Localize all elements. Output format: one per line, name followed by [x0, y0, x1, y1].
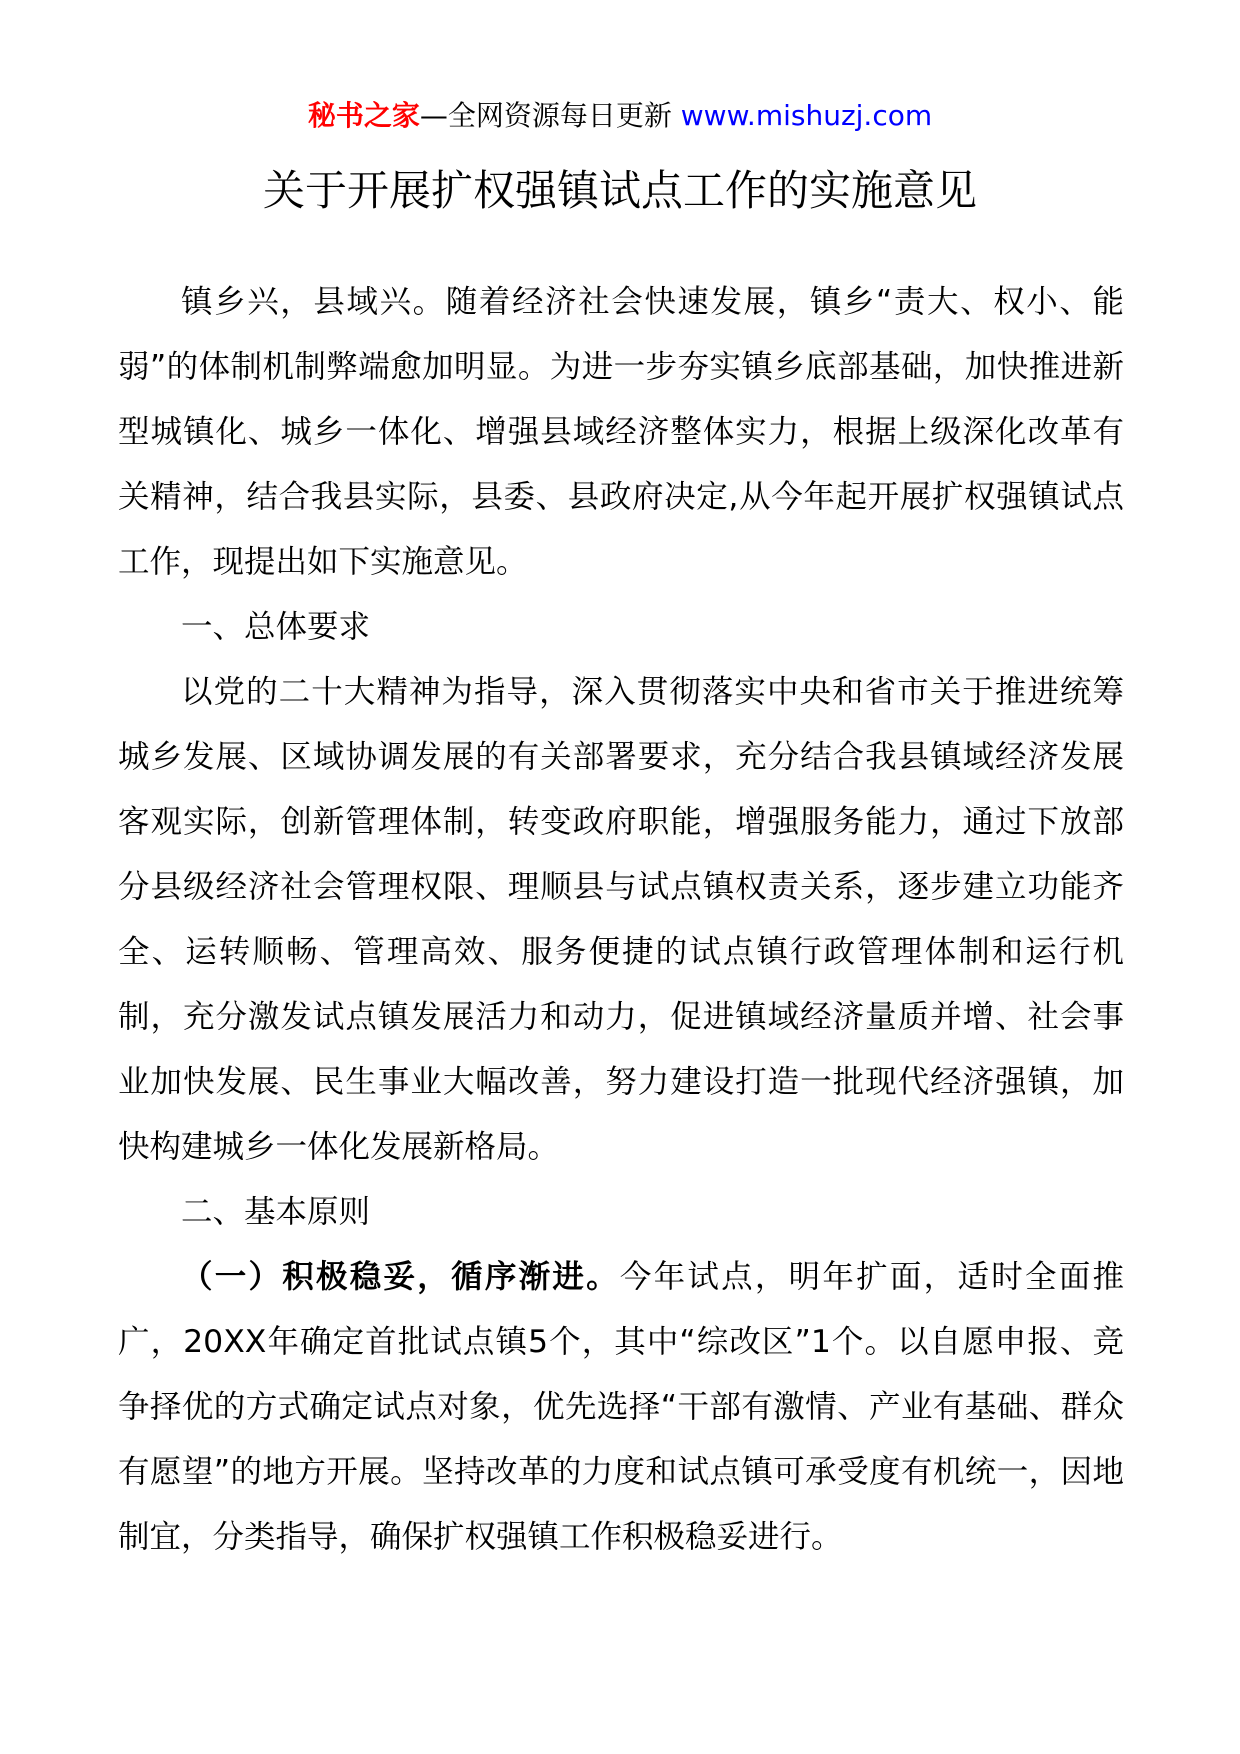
principle-one-text: 今年试点，明年扩面，适时全面推广，20XX年确定首批试点镇5个，其中“综改区”1个。以自愿申报、竞争择优的方式确定试点对象，优先选择“干部有激情、产业有基础、群众有愿望”的地方开展。坚持改革的力度和试点镇可承受度有机统一，因地制宜，分类指导，确保扩权强镇工作积极稳妥进行。: [118, 1259, 1124, 1555]
site-banner: [0, 96, 1240, 136]
general-requirements-paragraph: 以党的二十大精神为指导，深入贯彻落实中央和省市关于推进统筹城乡发展、区域协调发展的有关部署要求，充分结合我县镇域经济发展客观实际，创新管理体制，转变政府职能，增强服务能力，通过下放部分县级经济社会管理权限、理顺县与试点镇权责关系，逐步建立功能齐全、运转顺畅、管理高效、服务便捷的试点镇行政管理体制和运行机制，充分激发试点镇发展活力和动力，促进镇域经济量质并增、社会事业加快发展、民生事业大幅改善，努力建设打造一批现代经济强镇，加快构建城乡一体化发展新格局。: [118, 674, 1124, 1165]
document-body: [118, 270, 1124, 1570]
principle-one-lead: （一）积极稳妥，循序渐进。: [181, 1259, 620, 1295]
document-title: 关于开展扩权强镇试点工作的实施意见: [262, 166, 977, 215]
section-heading-general-requirements: 一、总体要求: [181, 609, 371, 645]
section-heading-basic-principles: 二、基本原则: [181, 1194, 371, 1230]
banner-site-link[interactable]: www.mishuzj.com: [680, 99, 933, 132]
banner-brand: 秘书之家: [307, 99, 420, 132]
principle-one-paragraph: [118, 1245, 1124, 1570]
banner-slogan: —全网资源每日更新: [419, 99, 681, 132]
intro-paragraph: 镇乡兴，县域兴。随着经济社会快速发展，镇乡“责大、权小、能弱”的体制机制弊端愈加明显。为进一步夯实镇乡底部基础，加快推进新型城镇化、城乡一体化、增强县域经济整体实力，根据上级深化改革有关精神，结合我县实际，县委、县政府决定,从今年起开展扩权强镇试点工作，现提出如下实施意见。: [118, 284, 1124, 580]
